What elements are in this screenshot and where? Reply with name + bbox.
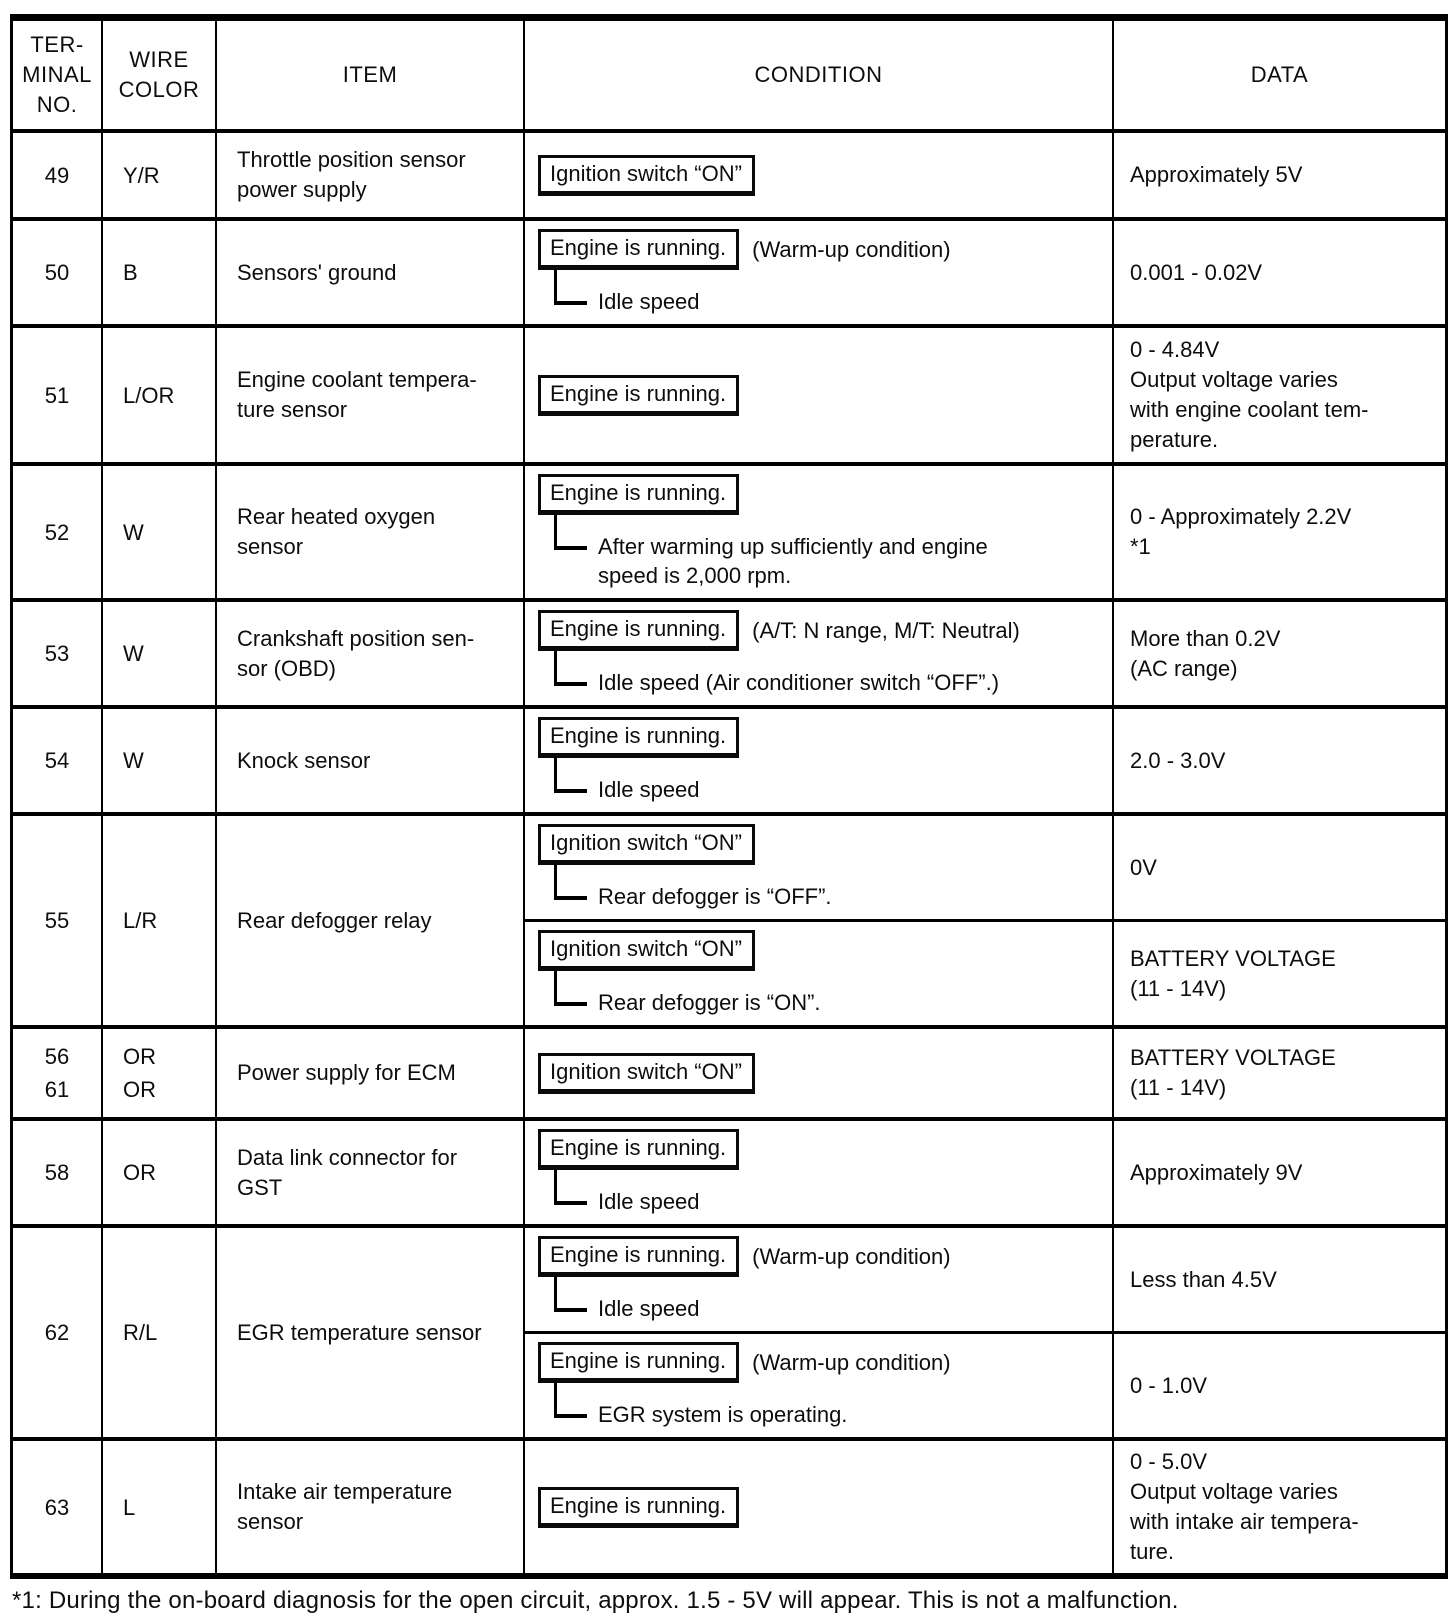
text-line: W: [123, 641, 144, 666]
text-line: 55: [44, 908, 70, 933]
condition-cell: [525, 133, 1114, 217]
condition-subrow: [525, 1441, 1445, 1573]
text-line: Crankshaft position sen-: [237, 625, 475, 651]
wire-color-cell: [103, 328, 217, 462]
text-line: Rear heated oxygen: [237, 504, 436, 529]
text-line: R/L: [123, 1320, 158, 1345]
condition-sub: [554, 775, 1104, 804]
condition-sub: [554, 1400, 1104, 1429]
item-cell: [217, 709, 525, 812]
data-cell: [1114, 466, 1445, 598]
table-row: [13, 1025, 1445, 1117]
condition-box-label: Ignition switch “ON”: [538, 824, 755, 865]
condition-subrow: [525, 816, 1445, 919]
text-line: OR: [123, 1160, 156, 1185]
table-row: [13, 598, 1445, 705]
condition-sub: [554, 1294, 1104, 1323]
condition-main: [538, 717, 1104, 758]
text-line: ture sensor: [237, 397, 348, 422]
condition-box-label: Ignition switch “ON”: [538, 1053, 755, 1094]
text-line: Y/R: [123, 162, 160, 188]
item-cell: [217, 1441, 525, 1573]
text-line: (11 - 14V): [1130, 1075, 1227, 1100]
text-line: BATTERY VOLTAGE: [1130, 945, 1336, 971]
item-cell: [217, 1121, 525, 1224]
condition-main: [538, 1129, 1104, 1170]
terminal-cell: [13, 221, 103, 324]
condition-data-block: [525, 328, 1445, 462]
condition-main: [538, 1053, 1104, 1094]
condition-box-label: Engine is running.: [538, 474, 739, 515]
terminal-cell: [13, 1121, 103, 1224]
text-line: WIRE: [129, 47, 189, 72]
text-line: 52: [44, 519, 70, 545]
text-line: COLOR: [118, 77, 200, 102]
wire-color-cell: [103, 221, 217, 324]
text-line: 0 - 1.0V: [1130, 1372, 1208, 1398]
item-cell: [217, 1029, 525, 1117]
condition-data-block: [525, 1228, 1445, 1437]
text-line: Idle speed: [598, 1189, 700, 1214]
wire-color-cell: [103, 1228, 217, 1437]
data-cell: [1114, 1228, 1445, 1331]
condition-data-block: [525, 133, 1445, 217]
text-line: 0 - 4.84V: [1130, 337, 1220, 362]
wire-color-cell: [103, 466, 217, 598]
condition-box-label: Engine is running.: [538, 1342, 739, 1383]
text-line: perature.: [1130, 427, 1219, 452]
data-cell: [1114, 1121, 1445, 1224]
header-data: [1114, 21, 1445, 129]
terminal-cell: [13, 1441, 103, 1573]
wire-color-cell: [103, 133, 217, 217]
wire-color-cell: [103, 1121, 217, 1224]
condition-data-block: [525, 709, 1445, 812]
text-line: Less than 4.5V: [1130, 1266, 1277, 1292]
text-line: L: [123, 1494, 136, 1520]
condition-suffix: (Warm-up condition): [752, 1349, 951, 1375]
condition-sub: [554, 668, 1104, 697]
condition-cell: [525, 922, 1114, 1025]
data-cell: [1114, 922, 1445, 1025]
condition-sub: [554, 532, 1104, 590]
text-line: (11 - 14V): [1130, 975, 1227, 1001]
condition-data-block: [525, 221, 1445, 324]
terminal-data-table: [10, 14, 1448, 1579]
text-line: ture.: [1130, 1539, 1175, 1564]
condition-main: [538, 155, 1104, 196]
text-line: with engine coolant tem-: [1130, 397, 1369, 422]
text-line: *1: [1130, 534, 1151, 559]
condition-subrow: [525, 709, 1445, 812]
data-cell: [1114, 221, 1445, 324]
condition-subrow: [525, 221, 1445, 324]
table-row: [13, 705, 1445, 812]
item-cell: [217, 816, 525, 1025]
text-line: ITEM: [342, 62, 398, 87]
item-cell: [217, 221, 525, 324]
condition-subrow: [525, 1029, 1445, 1117]
text-line: Power supply for ECM: [237, 1060, 456, 1085]
text-line: 63: [44, 1494, 70, 1520]
condition-sub: [554, 882, 1104, 911]
table-row: [13, 217, 1445, 324]
condition-subrow: [525, 1228, 1445, 1331]
header-wire-color: [103, 21, 217, 129]
condition-box-label: Ignition switch “ON”: [538, 155, 755, 196]
text-line: W: [123, 748, 144, 773]
text-line: GST: [237, 1174, 283, 1200]
text-line: sensor: [237, 1509, 304, 1534]
condition-sub: [554, 988, 1104, 1017]
data-cell: [1114, 1029, 1445, 1117]
text-line: 53: [44, 641, 70, 666]
terminal-cell: [13, 466, 103, 598]
text-line: Approximately 5V: [1130, 162, 1303, 187]
data-cell: [1114, 1334, 1445, 1437]
condition-suffix: (Warm-up condition): [752, 236, 951, 262]
condition-data-block: [525, 466, 1445, 598]
terminal-cell: [13, 709, 103, 812]
text-line: 0 - Approximately 2.2V: [1130, 504, 1352, 529]
condition-sub: [554, 287, 1104, 316]
text-line: OR: [123, 1077, 156, 1102]
condition-suffix: (A/T: N range, M/T: Neutral): [752, 617, 1020, 643]
condition-subrow: [525, 1121, 1445, 1224]
header-terminal: [13, 21, 103, 129]
text-line: NO.: [36, 92, 78, 117]
table-row: [13, 1437, 1445, 1573]
terminal-cell: [13, 1228, 103, 1437]
wire-color-cell: [103, 602, 217, 705]
condition-cell: [525, 328, 1114, 462]
wire-color-cell: [103, 709, 217, 812]
condition-main: [538, 930, 1104, 971]
wire-color-cell: [103, 1029, 217, 1117]
condition-box-label: Engine is running.: [538, 1487, 739, 1528]
table-row: [13, 1224, 1445, 1437]
text-line: 2.0 - 3.0V: [1130, 747, 1226, 773]
text-line: 61: [44, 1077, 70, 1102]
condition-cell: [525, 466, 1114, 598]
text-line: (AC range): [1130, 655, 1238, 681]
condition-main: [538, 375, 1104, 416]
wire-color-cell: [103, 1441, 217, 1573]
text-line: OR: [123, 1044, 156, 1069]
condition-subrow: [525, 328, 1445, 462]
text-line: MINAL: [22, 62, 92, 87]
text-line: power supply: [237, 177, 367, 202]
condition-cell: [525, 1441, 1114, 1573]
terminal-cell: [13, 133, 103, 217]
condition-box-label: Engine is running.: [538, 717, 739, 758]
text-line: W: [123, 519, 144, 545]
text-line: BATTERY VOLTAGE: [1130, 1045, 1336, 1070]
text-line: 56: [44, 1044, 70, 1069]
table-row: [13, 324, 1445, 462]
condition-suffix: (Warm-up condition): [752, 1243, 951, 1269]
condition-cell: [525, 602, 1114, 705]
text-line: L/R: [123, 908, 158, 933]
data-cell: [1114, 709, 1445, 812]
text-line: Intake air temperature: [237, 1479, 453, 1504]
data-cell: [1114, 602, 1445, 705]
text-line: sor (OBD): [237, 655, 336, 681]
condition-sub: [554, 1187, 1104, 1216]
text-line: Data link connector for: [237, 1144, 458, 1170]
condition-main: [538, 1342, 1104, 1383]
condition-subrow: [525, 602, 1445, 705]
text-line: sensor: [237, 534, 304, 559]
text-line: Approximately 9V: [1130, 1159, 1303, 1185]
terminal-cell: [13, 1029, 103, 1117]
condition-cell: [525, 221, 1114, 324]
data-cell: [1114, 328, 1445, 462]
text-line: Rear defogger relay: [237, 907, 432, 933]
condition-main: [538, 1236, 1104, 1277]
text-line: Output voltage varies: [1130, 1479, 1338, 1504]
item-cell: [217, 328, 525, 462]
item-cell: [217, 466, 525, 598]
text-line: Idle speed: [598, 777, 700, 802]
condition-box-label: Engine is running.: [538, 1236, 739, 1277]
data-cell: [1114, 816, 1445, 919]
condition-subrow: [525, 1331, 1445, 1437]
table-row: [13, 1117, 1445, 1224]
condition-box-label: Ignition switch “ON”: [538, 930, 755, 971]
text-line: EGR temperature sensor: [237, 1319, 482, 1345]
text-line: Idle speed: [598, 1296, 700, 1321]
table-row: [13, 129, 1445, 217]
text-line: with intake air tempera-: [1130, 1509, 1359, 1534]
text-line: 49: [44, 162, 70, 188]
condition-main: [538, 474, 1104, 515]
condition-main: [538, 229, 1104, 270]
text-line: Output voltage varies: [1130, 367, 1338, 392]
condition-main: [538, 1487, 1104, 1528]
text-line: speed is 2,000 rpm.: [598, 563, 792, 588]
condition-data-block: [525, 1121, 1445, 1224]
condition-cell: [525, 816, 1114, 919]
condition-main: [538, 610, 1104, 651]
text-line: 0.001 - 0.02V: [1130, 259, 1263, 285]
text-line: 54: [44, 748, 70, 773]
text-line: Engine coolant tempera-: [237, 367, 477, 392]
terminal-cell: [13, 602, 103, 705]
text-line: 62: [44, 1320, 70, 1345]
condition-cell: [525, 1334, 1114, 1437]
text-line: Knock sensor: [237, 747, 371, 773]
wire-color-cell: [103, 816, 217, 1025]
condition-box-label: Engine is running.: [538, 375, 739, 416]
item-cell: [217, 133, 525, 217]
text-line: Idle speed: [598, 289, 700, 314]
table-row: [13, 812, 1445, 1025]
condition-subrow: [525, 133, 1445, 217]
condition-cell: [525, 1121, 1114, 1224]
condition-data-block: [525, 1441, 1445, 1573]
text-line: CONDITION: [754, 62, 883, 87]
text-line: Sensors' ground: [237, 259, 397, 285]
text-line: After warming up sufficiently and engine: [598, 534, 988, 559]
condition-box-label: Engine is running.: [538, 229, 739, 270]
condition-subrow: [525, 466, 1445, 598]
table-header-row: [13, 21, 1445, 129]
condition-data-block: [525, 1029, 1445, 1117]
text-line: EGR system is operating.: [598, 1402, 848, 1427]
condition-main: [538, 824, 1104, 865]
condition-data-block: [525, 816, 1445, 1025]
condition-box-label: Engine is running.: [538, 1129, 739, 1170]
data-cell: [1114, 1441, 1445, 1573]
text-line: 0 - 5.0V: [1130, 1449, 1208, 1474]
terminal-cell: [13, 816, 103, 1025]
text-line: DATA: [1250, 62, 1309, 87]
text-line: Throttle position sensor: [237, 147, 466, 172]
condition-subrow: [525, 919, 1445, 1025]
text-line: L/OR: [123, 382, 175, 408]
text-line: 51: [44, 382, 70, 408]
footnote: *1: During the on-board diagnosis for the open circuit, approx. 1.5 - 5V will appear. This is not a malfunction.: [12, 1587, 1179, 1614]
table-body: [13, 129, 1445, 1573]
text-line: More than 0.2V: [1130, 625, 1281, 651]
text-line: Idle speed (Air conditioner switch “OFF”.): [598, 670, 1000, 695]
condition-box-label: Engine is running.: [538, 610, 739, 651]
text-line: TER-: [30, 32, 84, 57]
item-cell: [217, 602, 525, 705]
condition-data-block: [525, 602, 1445, 705]
header-item: [217, 21, 525, 129]
item-cell: [217, 1228, 525, 1437]
text-line: 0V: [1130, 854, 1157, 880]
text-line: Rear defogger is “OFF”.: [598, 884, 832, 909]
condition-cell: [525, 709, 1114, 812]
text-line: 58: [44, 1160, 70, 1185]
data-cell: [1114, 133, 1445, 217]
text-line: B: [123, 260, 138, 285]
terminal-cell: [13, 328, 103, 462]
table-row: [13, 462, 1445, 598]
text-line: 50: [44, 260, 70, 285]
header-condition: [525, 21, 1114, 129]
condition-cell: [525, 1228, 1114, 1331]
condition-cell: [525, 1029, 1114, 1117]
text-line: Rear defogger is “ON”.: [598, 990, 821, 1015]
